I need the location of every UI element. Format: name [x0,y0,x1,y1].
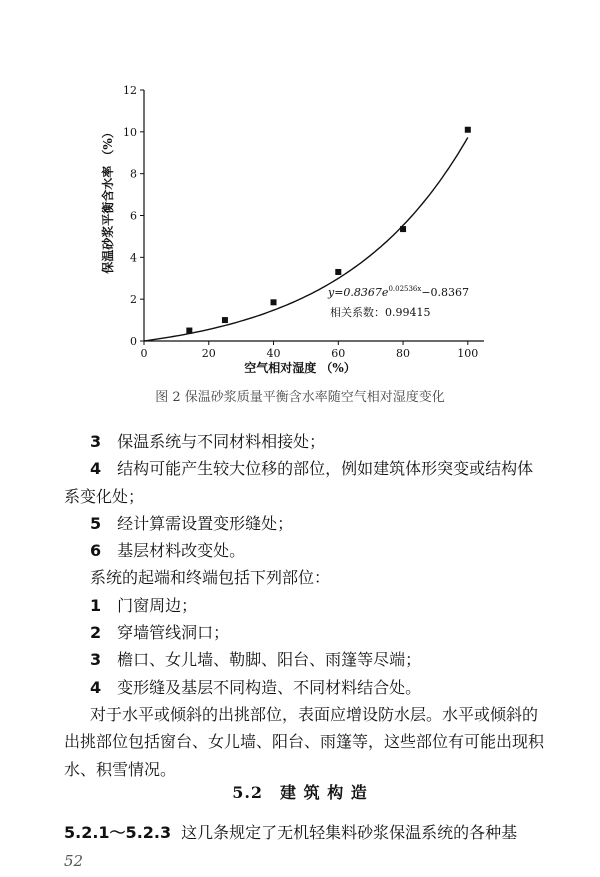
x-tick-label: 40 [266,347,281,360]
y-tick-label: 6 [130,209,137,223]
correlation-coefficient: 相关系数：0.99415 [330,306,431,319]
chart-axes [144,90,484,341]
x-tick-label: 20 [201,347,216,360]
list-a-item-number: 5 [90,513,102,533]
x-tick-label: 100 [457,347,479,360]
list-a-item-number: 6 [90,541,102,561]
y-axis-label: 保温砂浆平衡含水率 （%） [101,126,115,274]
list-b-item-text: 门窗周边； [101,595,198,615]
clause-line [64,820,554,843]
y-tick-label: 12 [123,84,137,97]
x-tick-label: 0 [140,347,148,360]
data-point [400,226,406,232]
list-b-item [64,646,546,673]
data-point [186,328,192,334]
list-a-item [64,455,546,510]
x-axis-label: 空气相对湿度 （%） [244,361,356,375]
list-a-item [64,537,546,564]
list-b-item-number: 1 [90,595,102,615]
list-a-item [64,428,546,455]
section-heading: 5.2 建 筑 构 造 [232,783,368,802]
y-tick-label: 4 [130,251,137,265]
x-tick-label: 60 [331,347,346,360]
x-tick-label: 80 [396,347,411,360]
data-point [335,269,341,275]
list-a-item-text: 经计算需设置变形缝处； [101,513,294,533]
fit-equation: $y=0.8367e^{0.02536x}-0.8367$ [328,285,470,299]
y-tick-label: 8 [130,167,137,181]
list-b-item-number: 2 [90,623,102,643]
data-point [222,317,228,323]
list-a-item-text: 结构可能产生较大位移的部位，例如建筑体形突变或结构体系变化处； [64,459,534,506]
list-items-a [64,428,546,564]
list-b-item-number: 3 [90,650,102,670]
y-tick-label: 0 [130,335,137,348]
list-b-item-text: 穿墙管线洞口； [101,623,230,643]
list-b-item-number: 4 [90,677,102,697]
data-point [271,299,277,305]
clause-number: 5.2.1～5.2.3 [64,823,172,842]
list-a-item-text: 基层材料改变处。 [101,541,246,561]
list-items-b [64,592,546,701]
paragraph-text: 对于水平或倾斜的出挑部位，表面应增设防水层。水平或倾斜的出挑部位包括窗台、女儿墙、阳台、雨篷等，这些部位有可能出现积水、积雪情况。 [64,704,545,779]
page-number: 52 [64,852,84,870]
list-b-item [64,592,546,619]
clause-text: 这几条规定了无机轻集料砂浆保温系统的各种基 [181,823,518,842]
list-a-item [64,510,546,537]
list-b-item [64,674,546,701]
list-a-item-number: 3 [90,432,102,451]
list-b-item-text: 变形缝及基层不同构造、不同材料结合处。 [101,677,422,697]
data-point [465,127,471,133]
chart [0,0,600,380]
list-b-item [64,619,546,646]
body-text [64,428,546,783]
list-a-item-text: 保温系统与不同材料相接处； [101,432,326,451]
y-tick-label: 2 [130,293,137,307]
figure-caption: 图 2 保温砂浆质量平衡含水率随空气相对湿度变化 [155,390,445,405]
list-a-item-number: 4 [90,459,102,479]
y-tick-label: 10 [123,125,137,139]
intro-text: 系统的起端和终端包括下列部位： [90,568,331,588]
data-points [186,127,470,334]
list-b-item-text: 檐口、女儿墙、勒脚、阳台、雨篷等尽端； [101,650,422,670]
